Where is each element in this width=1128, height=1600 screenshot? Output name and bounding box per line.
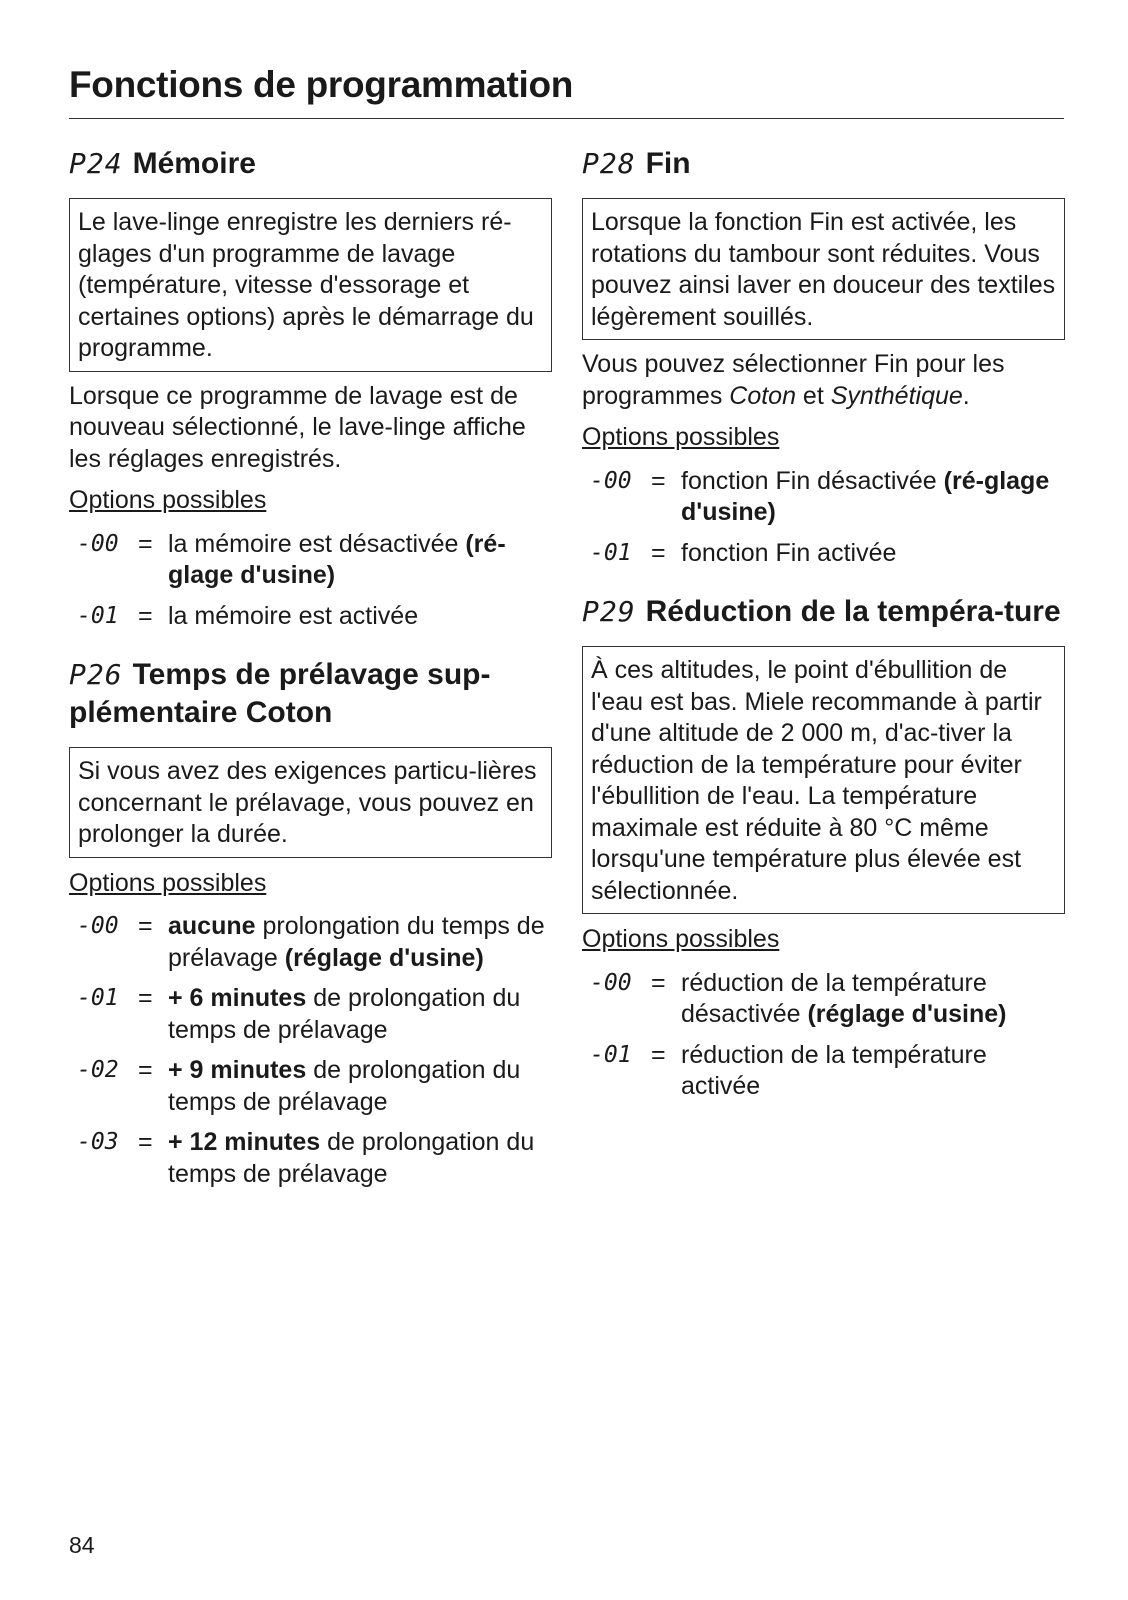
section-p28: [582, 145, 1065, 569]
option-code: -01: [77, 985, 119, 1011]
options-label: Options possibles: [69, 868, 267, 897]
option-equals: =: [138, 1128, 153, 1156]
section-title: Temps de prélavage sup-plémentaire Coton: [69, 658, 491, 729]
option-row: [69, 1127, 552, 1190]
parameter-code: P29: [582, 595, 636, 628]
option-equals: =: [138, 912, 153, 940]
option-equals: =: [138, 984, 153, 1012]
section-p24: [69, 145, 552, 632]
options-label: Options possibles: [582, 423, 780, 451]
option-text: + 6 minutes de prolongation du temps de prélavage: [168, 984, 521, 1044]
body-text: Vous pouvez sélectionner Fin pour les programmes Coton et Synthétique.: [582, 350, 1005, 410]
parameter-code: P26: [69, 658, 123, 691]
option-row: [69, 1055, 552, 1118]
option-equals: =: [138, 601, 153, 630]
option-text: la mémoire est désactivée (ré-glage d'usine): [168, 529, 506, 589]
option-row: [69, 601, 552, 633]
option-text: fonction Fin activée: [681, 538, 897, 567]
info-box: Lorsque la fonction Fin est activée, les rotations du tambour sont réduites. Vous pouvez ainsi laver en douceur des textiles légèrement souillés.: [582, 198, 1065, 340]
option-text: réduction de la température désactivée (réglage d'usine): [681, 968, 1007, 1028]
option-row: [582, 466, 1065, 529]
option-text: réduction de la température activée: [681, 1040, 987, 1100]
option-code: -03: [77, 1129, 119, 1155]
section-heading: [582, 145, 1065, 183]
section-title: Fin: [645, 147, 691, 180]
option-row: [582, 538, 1065, 570]
option-equals: =: [651, 538, 666, 567]
body-text: Lorsque ce programme de lavage est de nouveau sélectionné, le lave-linge affiche les réglages enregistrés.: [69, 381, 526, 473]
section-p29: [582, 593, 1065, 1103]
info-box: Le lave-linge enregistre les derniers ré-glages d'un programme de lavage (température, vitesse d'essorage et certaines options) après le démarrage du programme.: [69, 198, 552, 372]
option-text: + 9 minutes de prolongation du temps de prélavage: [168, 1056, 521, 1116]
option-equals: =: [138, 1056, 153, 1084]
section-heading: [69, 656, 552, 732]
option-code: -01: [590, 1041, 632, 1068]
section-title: Mémoire: [132, 147, 256, 180]
info-box: À ces altitudes, le point d'ébullition de l'eau est bas. Miele recommande à partir d'une altitude de 2 000 m, d'ac-tiver la réduction de la température pour éviter l'ébullition de l'eau. La température maximale est réduite à 80 °C même lorsqu'une température plus élevée est sélectionnée.: [582, 646, 1065, 914]
option-equals: =: [651, 968, 666, 997]
option-equals: =: [651, 466, 666, 495]
option-code: -00: [77, 913, 119, 939]
option-code: -00: [590, 467, 632, 494]
page-number: 84: [69, 1532, 95, 1558]
page-title: Fonctions de programmation: [69, 64, 574, 105]
right-column: [582, 145, 1065, 1127]
options-label: Options possibles: [582, 925, 780, 953]
option-equals: =: [651, 1040, 666, 1069]
option-row: [69, 911, 552, 974]
left-column: [69, 145, 552, 1214]
option-equals: =: [138, 529, 153, 558]
option-code: -00: [77, 530, 119, 557]
section-p26: [69, 656, 552, 1190]
option-text: aucune prolongation du temps de prélavage (réglage d'usine): [168, 912, 545, 972]
info-box: Si vous avez des exigences particu-lières concernant le prélavage, vous pouvez en prolonger la durée.: [69, 747, 552, 858]
parameter-code: P28: [582, 147, 636, 180]
section-heading: [582, 593, 1065, 631]
option-text: + 12 minutes de prolongation du temps de prélavage: [168, 1128, 535, 1188]
option-text: fonction Fin désactivée (ré-glage d'usine): [681, 466, 1050, 526]
option-code: -01: [590, 539, 632, 566]
section-title: Réduction de la tempéra-ture: [645, 595, 1061, 628]
option-code: -01: [77, 602, 119, 629]
option-text: la mémoire est activée: [168, 601, 419, 630]
title-divider: [69, 118, 1064, 119]
option-row: [69, 529, 552, 592]
parameter-code: P24: [69, 147, 123, 180]
option-code: -00: [590, 969, 632, 996]
option-row: [582, 1040, 1065, 1103]
option-row: [582, 968, 1065, 1031]
options-label: Options possibles: [69, 486, 267, 514]
option-code: -02: [77, 1057, 119, 1083]
section-heading: [69, 145, 552, 183]
option-row: [69, 983, 552, 1046]
